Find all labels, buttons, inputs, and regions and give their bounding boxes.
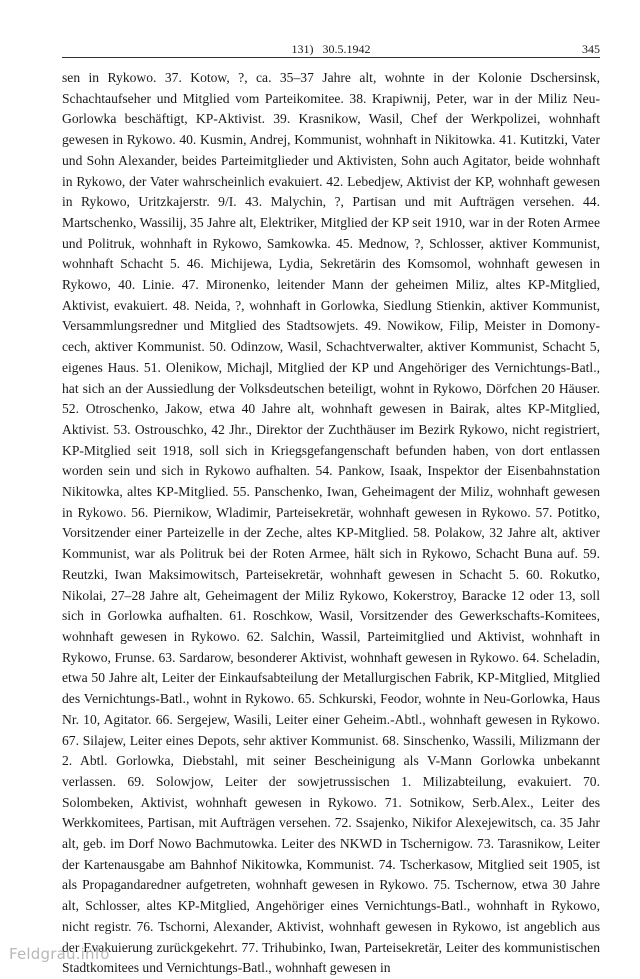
page-number: 345	[582, 42, 600, 56]
document-reference: 131)	[291, 42, 314, 56]
running-header	[62, 41, 600, 58]
watermark: Feldgrau.info	[9, 945, 110, 963]
header-reference	[62, 41, 600, 57]
body-text	[62, 68, 600, 979]
body-paragraph: sen in Rykowo. 37. Kotow, ?, ca. 35–37 Jahre alt, wohnte in der Kolonie Dschersinsk, Schachtaufseher und Mitglied vom Parteikomitee. 38. Krapiwnij, Peter, war in der Miliz Neu-Gorlowka beschäftigt, KP-Aktivist. 39. Krasnikow, Wasil, Chef der Werkpolizei, wohnhaft gewesen in Rykowo. 40. Kusmin, Andrej, Kommunist, wohnhaft in Nikitowka. 41. Kutitzki, Vater und Sohn Alexander, beides Parteimitglieder und Aktivisten, Sohn auch Agitator, beide wohnhaft in Rykowo, der Vater wahrscheinlich evakuiert. 42. Lebedjew, Aktivist der KP, wohnhaft gewesen in Rykowo, Uritzkajerstr. 9/I. 43. Malychin, ?, Partisan und mit Aufträgen versehen. 44. Martschenko, Wassilij, 35 Jahre alt, Elektriker, Mitglied der KP seit 1910, war in der Roten Armee und Politruk, wohnhaft in Rykowo, Samkowka. 45. Mednow, ?, Schlosser, aktiver Kommunist, wohnhaft Schacht 5. 46. Michijewa, Lydia, Sekretärin des Komsomol, wohnhaft gewesen in Rykowo, 40. Linie. 47. Mironenko, leitender Mann der geheimen Miliz, altes KP-Mitglied, Aktivist, evakuiert. 48. Neida, ?, wohnhaft in Gorlowka, Siedlung Stienkin, aktiver Kommunist, Versammlungsredner und Mitglied des Stadtsowjets. 49. Nowikow, Filip, Meister in Domony-cech, aktiver Kommunist. 50. Odinzow, Wasil, Schachtverwalter, aktiver Kommunist, Schacht 5, eigenes Haus. 51. Olenikow, Michajl, Mitglied der KP und Angehöriger des Vernichtungs-Batl., hat sich an der Aussiedlung der Volksdeutschen beteiligt, wohnt in Rykowo, Dörfchen 20 Häuser. 52. Otroschenko, Jakow, etwa 40 Jahre alt, wohnhaft gewesen in Bairak, altes KP-Mitglied, Aktivist. 53. Ostrouschko, 42 Jhr., Direktor der Zuchthäuser im Bezirk Rykowo, nicht registriert, KP-Mitglied seit 1918, soll sich in Kriegsgefangenschaft befunden haben, von dort entlassen worden sein und sich in Rykowo aufhalten. 54. Pankow, Isaak, Inspektor der Eisenbahnstation Nikitowka, altes KP-Mitglied. 55. Panschenko, Iwan, Geheimagent der Miliz, wohnhaft gewesen in Rykowo. 56. Piernikow, Wladimir, Parteisekretär, wohnhaft gewesen in Rykowo. 57. Potitko, Vorsitzender einer Parteizelle in der Zeche, altes KP-Mitglied. 58. Polakow, 32 Jahre alt, aktiver Kommunist, war als Politruk bei der Roten Armee, hält sich in Rykowo, Schacht Buna auf. 59. Reutzki, Iwan Maksimowitsch, Parteisekretär, wohnhaft gewesen in Schacht 5. 60. Rokutko, Nikolai, 27–28 Jahre alt, Geheimagent der Miliz Rykowo, Kokerstroy, Baracke 12 oder 13, soll sich in Gorlowka aufhalten. 61. Roschkow, Wasil, Vorsitzender des Gewerkschafts-Komitees, wohnhaft gewesen in Rykowo. 62. Salchin, Wassil, Parteimitglied und Aktivist, wohnhaft in Rykowo, Frunse. 63. Sardarow, besonderer Aktivist, wohnhaft gewesen in Rykowo. 64. Scheladin, etwa 50 Jahre alt, Leiter der Einkaufsabteilung der Metallurgischen Fabrik, KP-Mitglied, Mitglied des Vernichtungs-Batl., wohnt in Rykowo. 65. Schkurski, Feodor, wohnte in Neu-Gorlowka, Haus Nr. 10, Agitator. 66. Sergejew, Wasili, Leiter einer Geheim.-Abtl., wohnhaft gewesen in Rykowo. 67. Silajew, Leiter eines Depots, sehr aktiver Kommunist. 68. Sinschenko, Wassili, Milizmann der 2. Abtl. Gorlowka, Diebstahl, mit seiner Bescheinigung als V-Mann Gorlowka unbekannt verlassen. 69. Solowjow, Leiter der sowjetrussischen 1. Milizabteilung, evakuiert. 70. Solombeken, Aktivist, wohnhaft gewesen in Rykowo. 71. Sotnikow, Serb.Alex., Leiter des Werkkomitees, Partisan, mit Aufträgen versehen. 72. Ssajenko, Nikifor Alexejewitsch, ca. 35 Jahr alt, geb. im Dorf Nowo Bachmutowka. Leiter des NKWD in Tschernigow. 73. Tarasnikow, Leiter der Kartenausgabe am Bahnhof Nikitowka, Kommunist. 74. Tscherkasow, Mitglied seit 1905, ist als Propagandaredner aufgetreten, wohnhaft gewesen in Rykowo. 75. Tschernow, etwa 30 Jahre alt, Schlosser, altes KP-Mitglied, Angehöriger eines Vernichtungs-Batl., wohnhaft in Rykowo, nicht registr. 76. Tschorni, Alexander, Aktivist, wohnhaft gewesen in Rykowo, ist angeblich aus der Evakuierung zurückgekehrt. 77. Trihubinko, Iwan, Parteisekretär, Leiter des kommunistischen Stadtkomitees und Vernichtungs-Batl., wohnhaft gewesen in	[62, 70, 600, 976]
document-date: 30.5.1942	[322, 42, 371, 56]
